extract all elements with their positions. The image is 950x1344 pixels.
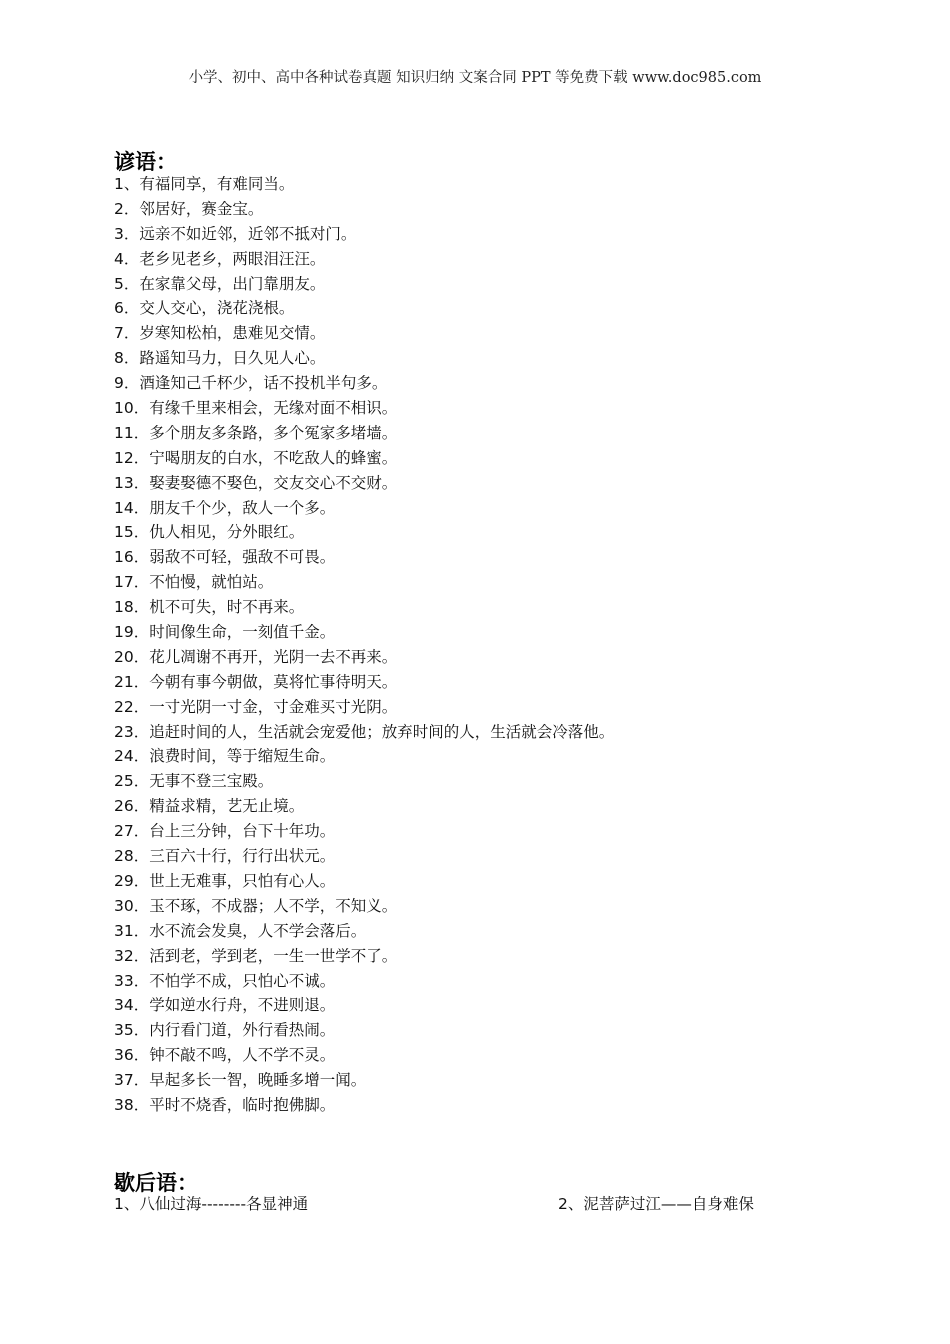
proverb-item: 1、有福同享，有难同当。 <box>114 175 295 193</box>
proverb-item: 10．有缘千里来相会，无缘对面不相识。 <box>114 399 398 418</box>
proverb-item: 5．在家靠父母，出门靠朋友。 <box>114 274 326 293</box>
proverb-item: 28．三百六十行，行行出状元。 <box>114 847 336 866</box>
section-title-xiehouyu: 歇后语： <box>114 1171 198 1195</box>
proverb-item: 13．娶妻娶德不娶色，交友交心不交财。 <box>114 473 398 492</box>
proverb-item: 36．钟不敲不鸣，人不学不灵。 <box>114 1046 336 1065</box>
proverb-item: 20．花儿凋谢不再开，光阴一去不再来。 <box>114 647 398 666</box>
proverb-item: 17．不怕慢，就怕站。 <box>114 573 274 592</box>
proverb-item: 21．今朝有事今朝做，莫将忙事待明天。 <box>114 672 398 691</box>
proverb-item: 32．活到老，学到老，一生一世学不了。 <box>114 946 398 965</box>
section-title-proverbs: 谚语： <box>114 150 177 174</box>
proverb-item: 24．浪费时间，等于缩短生命。 <box>114 747 336 766</box>
proverb-item: 29．世上无难事，只怕有心人。 <box>114 871 336 890</box>
proverb-item: 6．交人交心，浇花浇根。 <box>114 299 295 318</box>
proverb-item: 31．水不流会发臭，人不学会落后。 <box>114 921 367 940</box>
proverb-item: 11．多个朋友多条路，多个冤家多堵墙。 <box>114 423 398 442</box>
xiehouyu-item: 1、八仙过海--------各显神通 <box>114 1195 309 1213</box>
proverb-item: 3．远亲不如近邻，近邻不抵对门。 <box>114 224 357 243</box>
xiehouyu-item: 2、泥菩萨过江——自身难保 <box>558 1195 754 1213</box>
proverb-list <box>114 172 614 1118</box>
proverb-item: 19．时间像生命，一刻值千金。 <box>114 623 336 642</box>
proverb-item: 18．机不可失，时不再来。 <box>114 598 305 617</box>
proverb-item: 8．路遥知马力，日久见人心。 <box>114 349 326 368</box>
proverb-item: 34．学如逆水行舟，不进则退。 <box>114 996 336 1015</box>
proverb-item: 7．岁寒知松柏，患难见交情。 <box>114 324 326 343</box>
xiehouyu-row <box>114 1192 814 1216</box>
proverb-item: 33．不怕学不成，只怕心不诚。 <box>114 971 336 990</box>
proverb-item: 35．内行看门道，外行看热闹。 <box>114 1021 336 1040</box>
proverb-item: 25．无事不登三宝殿。 <box>114 772 274 791</box>
proverb-item: 38．平时不烧香，临时抱佛脚。 <box>114 1095 336 1114</box>
proverb-item: 30．玉不琢，不成器；人不学，不知义。 <box>114 896 398 915</box>
page-header: 小学、初中、高中各种试卷真题 知识归纳 文案合同 PPT 等免费下载 www.doc985.com <box>188 70 762 86</box>
proverb-item: 16．弱敌不可轻，强敌不可畏。 <box>114 548 336 567</box>
proverb-item: 37．早起多长一智，晚睡多增一闻。 <box>114 1071 367 1090</box>
proverb-item: 12．宁喝朋友的白水，不吃敌人的蜂蜜。 <box>114 448 398 467</box>
proverb-item: 4．老乡见老乡，两眼泪汪汪。 <box>114 249 326 268</box>
proverb-item: 27．台上三分钟，台下十年功。 <box>114 822 336 841</box>
proverb-item: 26．精益求精，艺无止境。 <box>114 797 305 816</box>
proverb-item: 2．邻居好，赛金宝。 <box>114 199 264 218</box>
proverb-item: 15．仇人相见，分外眼红。 <box>114 523 305 542</box>
proverb-item: 23．追赶时间的人，生活就会宠爱他；放弃时间的人，生活就会冷落他。 <box>114 722 615 741</box>
proverb-item: 22．一寸光阴一寸金，寸金难买寸光阴。 <box>114 697 398 716</box>
proverb-item: 14．朋友千个少，敌人一个多。 <box>114 498 336 517</box>
proverb-item: 9．酒逢知己千杯少，话不投机半句多。 <box>114 374 388 393</box>
